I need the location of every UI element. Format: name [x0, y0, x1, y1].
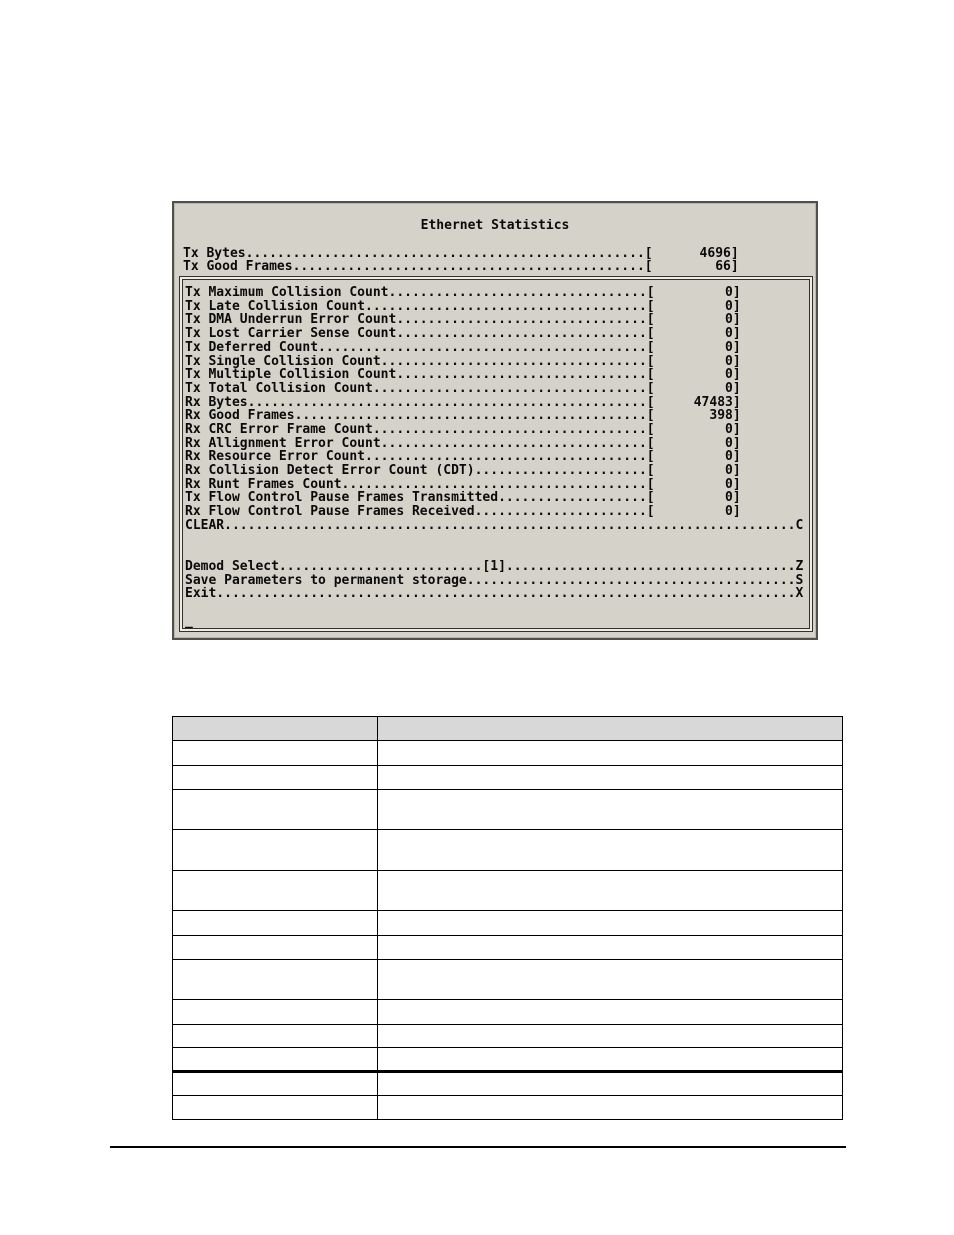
table-cell: [173, 790, 378, 830]
stat-tx-total-collision-count: Tx Total Collision Count...................................[ 0]: [185, 381, 741, 396]
table-cell: [378, 1072, 843, 1096]
table-row: [173, 741, 843, 766]
stat-tx-multiple-collision-count: Tx Multiple Collision Count................................[ 0]: [185, 368, 741, 382]
table-row: [173, 960, 843, 1000]
table-cell: [378, 1096, 843, 1120]
table-row: [173, 911, 843, 936]
table-row: [173, 936, 843, 960]
table-cell: [173, 936, 378, 960]
terminal-header-stats: [183, 247, 816, 274]
menu-demod-select[interactable]: Demod Select..........................[1].....................................Z: [185, 559, 804, 574]
table-cell: [378, 790, 843, 830]
cursor-line: _: [185, 614, 193, 629]
table-row: [173, 790, 843, 830]
table-row: [173, 871, 843, 911]
table-cell: [173, 1072, 378, 1096]
stat-tx-flow-control-pause-frames-transmitted: Tx Flow Control Pause Frames Transmitted...................[ 0]: [185, 491, 741, 506]
statistics-box: [179, 276, 813, 632]
stat-tx-deferred-count: Tx Deferred Count..........................................[ 0]: [185, 340, 741, 355]
empty-parameter-table: [172, 716, 843, 1120]
table-cell: [173, 911, 378, 936]
footer-rule: [110, 1146, 846, 1148]
stat-tx-late-collision-count: Tx Late Collision Count....................................[ 0]: [185, 299, 741, 314]
table-cell: [378, 741, 843, 766]
stat-rx-resource-error-count: Rx Resource Error Count....................................[ 0]: [185, 450, 741, 464]
table-cell: [173, 830, 378, 871]
table-row: [173, 1000, 843, 1025]
menu-clear[interactable]: CLEAR.........................................................................C: [185, 518, 804, 533]
table-cell: [173, 741, 378, 766]
table-row: [173, 766, 843, 790]
table-cell: [378, 936, 843, 960]
stat-rx-collision-detect-error-count: Rx Collision Detect Error Count (CDT)......................[ 0]: [185, 464, 741, 478]
stat-rx-flow-control-pause-frames-received: Rx Flow Control Pause Frames Received......................[ 0]: [185, 505, 741, 519]
stat-rx-good-frames: Rx Good Frames.............................................[ 398]: [185, 409, 741, 423]
blank-line: [185, 601, 807, 615]
table-header-cell: [173, 717, 378, 741]
blank-line: [185, 546, 807, 560]
table-cell: [173, 960, 378, 1000]
menu-exit[interactable]: Exit..........................................................................X: [185, 587, 804, 601]
table-cell: [378, 766, 843, 790]
terminal-title: Ethernet Statistics: [420, 219, 570, 233]
table-row: [173, 1072, 843, 1096]
table-cell: [378, 1000, 843, 1025]
stat-rx-runt-frames-count: Rx Runt Frames Count.......................................[ 0]: [185, 477, 741, 492]
table-cell: [173, 766, 378, 790]
table-cell: [173, 871, 378, 911]
stat-tx-bytes: Tx Bytes...................................................[ 4696]: [183, 246, 739, 261]
table-header-row: [173, 717, 843, 741]
table-cell: [378, 830, 843, 871]
table-cell: [378, 911, 843, 936]
table-row: [173, 1048, 843, 1072]
stat-tx-maximum-collision-count: Tx Maximum Collision Count.................................[ 0]: [185, 286, 741, 300]
table-row: [173, 830, 843, 871]
table-cell: [173, 1000, 378, 1025]
stat-rx-crc-error-frame-count: Rx CRC Error Frame Count...................................[ 0]: [185, 422, 741, 437]
table-cell: [378, 1048, 843, 1072]
table-cell: [173, 1048, 378, 1072]
table-cell: [173, 1025, 378, 1048]
stat-tx-dma-underrun-error-count: Tx DMA Underrun Error Count................................[ 0]: [185, 313, 741, 328]
table-row: [173, 1096, 843, 1120]
menu-save-parameters[interactable]: Save Parameters to permanent storage..........................................S: [185, 573, 804, 588]
stat-rx-bytes: Rx Bytes...................................................[ 47483]: [185, 395, 741, 410]
table-cell: [378, 960, 843, 1000]
stat-tx-good-frames: Tx Good Frames.............................................[ 66]: [183, 260, 739, 275]
table-row: [173, 1025, 843, 1048]
table-cell: [173, 1096, 378, 1120]
stat-tx-single-collision-count: Tx Single Collision Count..................................[ 0]: [185, 354, 741, 369]
blank-line: [185, 532, 807, 546]
table-cell: [378, 871, 843, 911]
stat-rx-allignment-error-count: Rx Allignment Error Count..................................[ 0]: [185, 436, 741, 451]
stat-tx-lost-carrier-sense-count: Tx Lost Carrier Sense Count................................[ 0]: [185, 327, 741, 341]
table-header-cell: [378, 717, 843, 741]
terminal-window: [172, 201, 818, 640]
table-cell: [378, 1025, 843, 1048]
statistics-box-inner: [182, 279, 810, 629]
